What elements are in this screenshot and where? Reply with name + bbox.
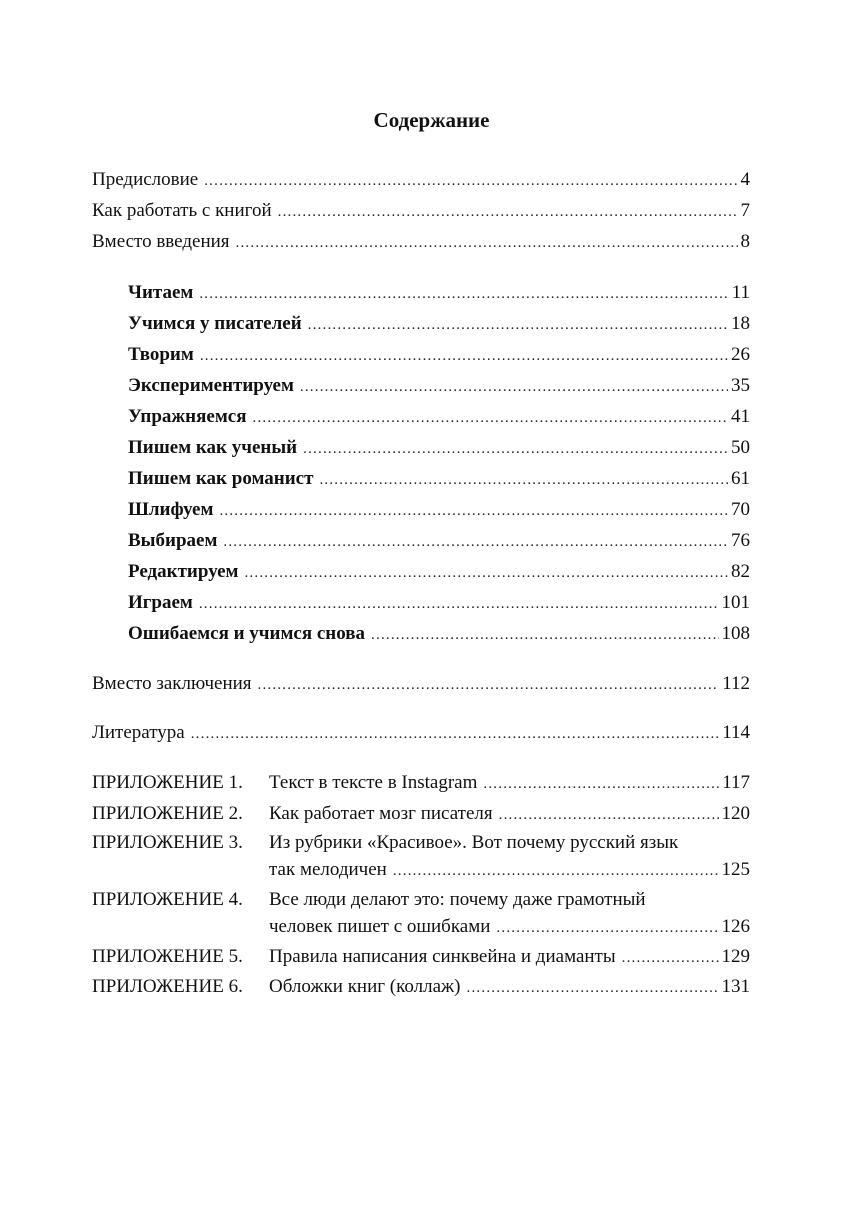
- appendix-page: 129: [721, 946, 750, 967]
- appendix-title-continued: так мелодичен: [269, 859, 387, 880]
- toc-entry-label: Выбираем: [128, 530, 218, 551]
- toc-chapter-entry: [128, 622, 750, 647]
- appendix-page: 125: [721, 859, 750, 880]
- toc-chapter-entry: [128, 436, 750, 461]
- toc-entry-literature: [92, 721, 750, 746]
- toc-appendix-5: [92, 943, 750, 970]
- toc-entry-page: 114: [722, 722, 750, 743]
- appendix-title: Обложки книг (коллаж): [269, 976, 461, 997]
- toc-entry-label: Пишем как ученый: [128, 437, 298, 458]
- toc-entry-label: Ошибаемся и учимся снова: [128, 623, 366, 644]
- toc-entry-page: 4: [740, 169, 750, 190]
- toc-chapter-entry: [128, 343, 750, 368]
- dot-leader: [191, 722, 719, 746]
- dot-leader: [223, 530, 728, 554]
- appendix-label: ПРИЛОЖЕНИЕ 3.: [92, 832, 243, 853]
- toc-entry-label: Вместо введения: [92, 231, 230, 252]
- toc-entry-page: 26: [731, 344, 750, 365]
- toc-chapter-entry: [128, 467, 750, 492]
- dot-leader: [200, 344, 728, 368]
- toc-entry-page: 82: [731, 561, 750, 582]
- toc-entry-page: 112: [722, 673, 750, 694]
- toc-entry-page: 11: [731, 282, 750, 303]
- appendix-title: Как работает мозг писателя: [269, 803, 493, 824]
- appendix-title: Все люди делают это: почему даже грамотный: [269, 889, 646, 910]
- toc-entry-label: Читаем: [128, 282, 194, 303]
- dot-leader: [319, 468, 728, 492]
- toc-entry-conclusion: [92, 672, 750, 697]
- toc-entry-page: 35: [731, 375, 750, 396]
- dot-leader: [371, 623, 718, 647]
- dot-leader: [204, 169, 737, 193]
- toc-entry-label: Экспериментируем: [128, 375, 294, 396]
- appendix-page: 131: [721, 976, 750, 997]
- dot-leader: [308, 313, 728, 337]
- dot-leader: [236, 231, 738, 255]
- appendix-page: 117: [722, 772, 750, 793]
- toc-chapter-entry: [128, 560, 750, 585]
- toc-entry-label: Как работать с книгой: [92, 200, 272, 221]
- dot-leader: [199, 282, 728, 306]
- toc-appendix-6: [92, 973, 750, 1000]
- appendix-label: ПРИЛОЖЕНИЕ 5.: [92, 946, 243, 967]
- dot-leader: [483, 771, 719, 798]
- appendix-label: ПРИЛОЖЕНИЕ 4.: [92, 889, 243, 910]
- appendix-title: Текст в тексте в Instagram: [269, 772, 478, 793]
- toc-chapter-entry: [128, 498, 750, 523]
- toc-appendix-2: [92, 800, 750, 827]
- toc-entry-label: Вместо заключения: [92, 673, 252, 694]
- toc-entry-introduction: [92, 230, 750, 255]
- toc-entry-label: Учимся у писателей: [128, 313, 302, 334]
- appendix-label: ПРИЛОЖЕНИЕ 6.: [92, 976, 243, 997]
- appendix-label: ПРИЛОЖЕНИЕ 1.: [92, 772, 243, 793]
- dot-leader: [300, 375, 728, 399]
- toc-appendix-3: [92, 829, 750, 883]
- dot-leader: [253, 406, 729, 430]
- toc-entry-label: Предисловие: [92, 169, 199, 190]
- toc-chapter-entry: [128, 405, 750, 430]
- dot-leader: [199, 592, 719, 616]
- toc-chapter-entry: [128, 312, 750, 337]
- toc-entry-label: Упражняемся: [128, 406, 247, 427]
- dot-leader: [244, 561, 728, 585]
- toc-entry-label: Играем: [128, 592, 193, 613]
- dot-leader: [278, 200, 738, 224]
- toc-entry-preface: [92, 168, 750, 193]
- toc-entry-label: Литература: [92, 722, 185, 743]
- toc-entry-page: 61: [731, 468, 750, 489]
- toc-entry-page: 18: [731, 313, 750, 334]
- toc-appendix-1: [92, 769, 750, 796]
- dot-leader: [258, 673, 720, 697]
- toc-entry-page: 76: [731, 530, 750, 551]
- dot-leader: [622, 945, 719, 972]
- dot-leader: [219, 499, 728, 523]
- toc-entry-label: Шлифуем: [128, 499, 214, 520]
- toc-entry-page: 108: [721, 623, 750, 644]
- toc-entry-page: 7: [740, 200, 750, 221]
- appendix-label: ПРИЛОЖЕНИЕ 2.: [92, 803, 243, 824]
- toc-entry-page: 101: [721, 592, 750, 613]
- appendix-page: 120: [721, 803, 750, 824]
- toc-entry-label: Пишем как романист: [128, 468, 314, 489]
- toc-entry-page: 8: [740, 231, 750, 252]
- toc-entry-page: 41: [731, 406, 750, 427]
- dot-leader: [303, 437, 728, 461]
- toc-entry-how-to-work: [92, 199, 750, 224]
- appendix-page: 126: [721, 916, 750, 937]
- toc-chapter-entry: [128, 281, 750, 306]
- toc-entry-label: Редактируем: [128, 561, 239, 582]
- appendix-title: Из рубрики «Красивое». Вот почему русский язык: [269, 832, 679, 853]
- page-title: Содержание: [373, 108, 490, 132]
- appendix-title-continued: человек пишет с ошибками: [269, 916, 491, 937]
- appendix-title: Правила написания синквейна и диаманты: [269, 946, 616, 967]
- dot-leader: [496, 915, 718, 942]
- toc-chapter-entry: [128, 529, 750, 554]
- dot-leader: [467, 975, 719, 1002]
- toc-chapter-entry: [128, 591, 750, 616]
- toc-appendix-4: [92, 886, 750, 940]
- toc-chapter-entry: [128, 374, 750, 399]
- toc-entry-page: 70: [731, 499, 750, 520]
- toc-entry-label: Творим: [128, 344, 194, 365]
- dot-leader: [393, 858, 719, 885]
- toc-entry-page: 50: [731, 437, 750, 458]
- dot-leader: [499, 802, 719, 829]
